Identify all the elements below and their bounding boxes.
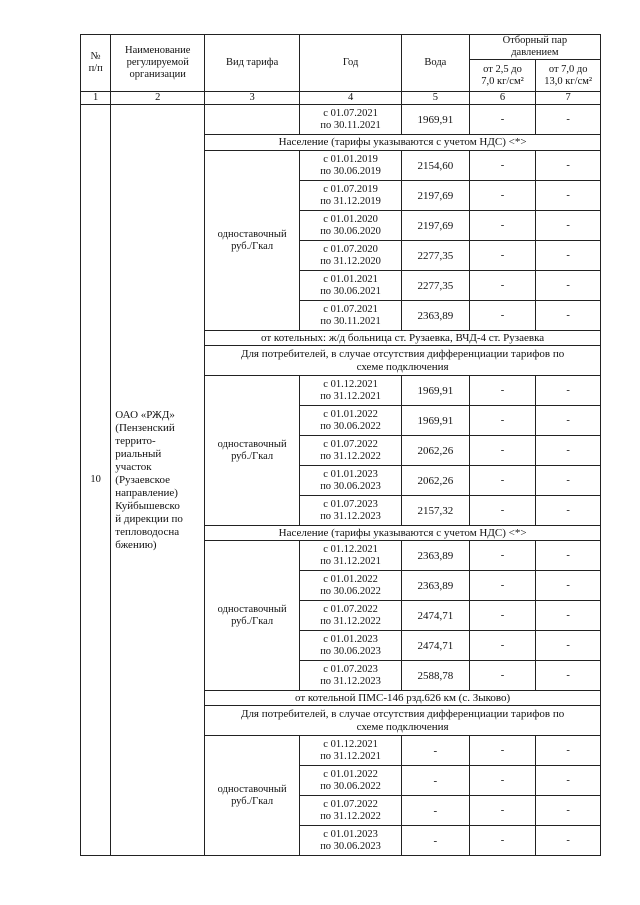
water-value: 1969,91	[402, 406, 470, 436]
steam-a-value: -	[469, 436, 536, 466]
period-cell: с 01.01.2020 по 30.06.2020	[300, 211, 402, 241]
steam-a-value: -	[469, 466, 536, 496]
water-value: -	[402, 826, 470, 856]
period-cell: с 01.07.2023 по 31.12.2023	[300, 496, 402, 526]
steam-a-value: -	[469, 631, 536, 661]
steam-a-value: -	[469, 376, 536, 406]
period-cell: с 01.07.2019 по 31.12.2019	[300, 181, 402, 211]
water-value: 2363,89	[402, 301, 470, 331]
steam-a-value: -	[469, 541, 536, 571]
water-value: -	[402, 796, 470, 826]
period-cell: с 01.01.2022 по 30.06.2022	[300, 571, 402, 601]
steam-a-value: -	[469, 181, 536, 211]
header-num: № п/п	[81, 35, 111, 92]
header-tariff: Вид тарифа	[205, 35, 300, 92]
tariff-type-empty	[205, 105, 300, 135]
period-cell: с 01.12.2021 по 31.12.2021	[300, 736, 402, 766]
steam-b-value: -	[536, 436, 601, 466]
steam-b-value: -	[536, 105, 601, 135]
steam-b-value: -	[536, 826, 601, 856]
water-value: 2474,71	[402, 601, 470, 631]
steam-b-value: -	[536, 496, 601, 526]
steam-a-value: -	[469, 271, 536, 301]
period-cell: с 01.01.2022 по 30.06.2022	[300, 766, 402, 796]
header-steam-a: от 2,5 до 7,0 кг/см²	[469, 60, 536, 92]
water-value: -	[402, 766, 470, 796]
steam-b-value: -	[536, 376, 601, 406]
steam-b-value: -	[536, 211, 601, 241]
section-consumers: Для потребителей, в случае отсутствия дифференциации тарифов по схеме подключения	[205, 706, 601, 736]
tariff-type: одноставочный руб./Гкал	[205, 736, 300, 856]
period-cell: с 01.07.2022 по 31.12.2022	[300, 436, 402, 466]
steam-a-value: -	[469, 301, 536, 331]
period-cell: с 01.07.2022 по 31.12.2022	[300, 601, 402, 631]
period-cell: с 01.07.2021 по 30.11.2021	[300, 301, 402, 331]
index-cell: 4	[300, 92, 402, 105]
org-name: ОАО «РЖД» (Пензенский террито- риальный участок (Рузаевское направление) Куйбышевско й дирекции по тепловодосна бжению)	[111, 105, 205, 856]
steam-b-value: -	[536, 241, 601, 271]
section-boiler: от котельной ПМС-146 рзд.626 км (с. Зыково)	[205, 691, 601, 706]
index-cell: 6	[469, 92, 536, 105]
steam-b-value: -	[536, 766, 601, 796]
index-cell: 3	[205, 92, 300, 105]
steam-b-value: -	[536, 151, 601, 181]
steam-a-value: -	[469, 406, 536, 436]
period-cell: с 01.01.2023 по 30.06.2023	[300, 826, 402, 856]
water-value: 2277,35	[402, 271, 470, 301]
tariff-type: одноставочный руб./Гкал	[205, 151, 300, 331]
water-value: 2588,78	[402, 661, 470, 691]
water-value: -	[402, 736, 470, 766]
steam-b-value: -	[536, 406, 601, 436]
steam-b-value: -	[536, 796, 601, 826]
steam-b-value: -	[536, 271, 601, 301]
steam-a-value: -	[469, 766, 536, 796]
section-population: Население (тарифы указываются с учетом НДС) <*>	[205, 526, 601, 541]
steam-b-value: -	[536, 541, 601, 571]
steam-b-value: -	[536, 661, 601, 691]
header-water: Вода	[402, 35, 470, 92]
index-cell: 7	[536, 92, 601, 105]
period-cell: с 01.12.2021 по 31.12.2021	[300, 541, 402, 571]
period-cell: с 01.07.2020 по 31.12.2020	[300, 241, 402, 271]
steam-b-value: -	[536, 631, 601, 661]
section-boiler: от котельных: ж/д больница ст. Рузаевка, ВЧД-4 ст. Рузаевка	[205, 331, 601, 346]
period-cell: с 01.12.2021 по 31.12.2021	[300, 376, 402, 406]
period-cell: с 01.07.2021 по 30.11.2021	[300, 105, 402, 135]
period-cell: с 01.01.2023 по 30.06.2023	[300, 631, 402, 661]
org-number: 10	[81, 105, 111, 856]
water-value: 2062,26	[402, 466, 470, 496]
index-cell: 1	[81, 92, 111, 105]
water-value: 1969,91	[402, 376, 470, 406]
water-value: 2197,69	[402, 181, 470, 211]
steam-a-value: -	[469, 826, 536, 856]
steam-a-value: -	[469, 105, 536, 135]
steam-a-value: -	[469, 241, 536, 271]
steam-b-value: -	[536, 181, 601, 211]
water-value: 2277,35	[402, 241, 470, 271]
water-value: 1969,91	[402, 105, 470, 135]
water-value: 2197,69	[402, 211, 470, 241]
tariff-table	[80, 34, 601, 856]
steam-b-value: -	[536, 601, 601, 631]
water-value: 2363,89	[402, 571, 470, 601]
steam-a-value: -	[469, 601, 536, 631]
steam-b-value: -	[536, 466, 601, 496]
water-value: 2062,26	[402, 436, 470, 466]
steam-a-value: -	[469, 151, 536, 181]
index-cell: 5	[402, 92, 470, 105]
steam-a-value: -	[469, 796, 536, 826]
header-steam-b: от 7,0 до 13,0 кг/см²	[536, 60, 601, 92]
index-cell: 2	[111, 92, 205, 105]
period-cell: с 01.01.2023 по 30.06.2023	[300, 466, 402, 496]
tariff-type: одноставочный руб./Гкал	[205, 376, 300, 526]
section-population: Население (тарифы указываются с учетом НДС) <*>	[205, 135, 601, 151]
steam-a-value: -	[469, 211, 536, 241]
steam-a-value: -	[469, 496, 536, 526]
period-cell: с 01.01.2021 по 30.06.2021	[300, 271, 402, 301]
period-cell: с 01.07.2023 по 31.12.2023	[300, 661, 402, 691]
steam-a-value: -	[469, 661, 536, 691]
period-cell: с 01.01.2019 по 30.06.2019	[300, 151, 402, 181]
steam-b-value: -	[536, 736, 601, 766]
header-year: Год	[300, 35, 402, 92]
period-cell: с 01.07.2022 по 31.12.2022	[300, 796, 402, 826]
water-value: 2154,60	[402, 151, 470, 181]
water-value: 2474,71	[402, 631, 470, 661]
steam-b-value: -	[536, 571, 601, 601]
steam-a-value: -	[469, 571, 536, 601]
section-consumers: Для потребителей, в случае отсутствия дифференциации тарифов по схеме подключения	[205, 346, 601, 376]
period-cell: с 01.01.2022 по 30.06.2022	[300, 406, 402, 436]
header-org: Наименование регулируемой организации	[111, 35, 205, 92]
header-steam: Отборный пар давлением	[469, 35, 600, 60]
steam-a-value: -	[469, 736, 536, 766]
water-value: 2363,89	[402, 541, 470, 571]
tariff-type: одноставочный руб./Гкал	[205, 541, 300, 691]
steam-b-value: -	[536, 301, 601, 331]
water-value: 2157,32	[402, 496, 470, 526]
